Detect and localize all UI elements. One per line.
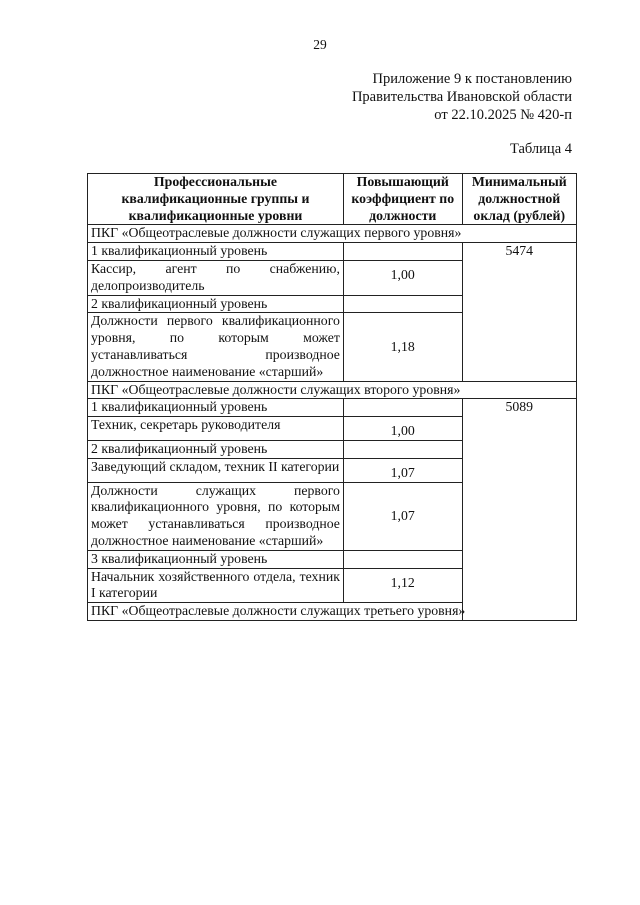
level-row	[88, 399, 577, 417]
position-text: Должности первого квалификационного уровня, по которым может устанавливаться производное должностное наименование «старший»	[88, 313, 344, 381]
appendix-line-1: Приложение 9 к постановлению	[372, 71, 572, 87]
position-text: Кассир, агент по снабжению, делопроизводитель	[88, 260, 344, 295]
header-coefficient: Повышающий коэффициент по должности	[343, 174, 462, 225]
position-coef: 1,18	[343, 313, 462, 381]
group-salary: 5089	[462, 399, 576, 621]
level-label: 1 квалификационный уровень	[88, 243, 344, 261]
level-label: 3 квалификационный уровень	[88, 550, 344, 568]
header-groups: Профессиональные квалификационные группы и квалификационные уровни	[88, 174, 344, 225]
position-coef: 1,00	[343, 417, 462, 441]
level-row	[88, 243, 577, 261]
page-number: 29	[313, 37, 327, 52]
level-label: 2 квалификационный уровень	[88, 295, 344, 313]
level-coef-empty	[343, 550, 462, 568]
group-row	[88, 225, 577, 243]
position-text: Заведующий складом, техник II категории	[88, 458, 344, 482]
group-row	[88, 381, 577, 399]
level-coef-empty	[343, 399, 462, 417]
position-coef: 1,00	[343, 260, 462, 295]
position-coef: 1,12	[343, 568, 462, 603]
group-title: ПКГ «Общеотраслевые должности служащих третьего уровня»	[88, 603, 577, 621]
level-label: 1 квалификационный уровень	[88, 399, 344, 417]
salary-table	[87, 173, 577, 621]
group-row	[88, 603, 577, 621]
appendix-header	[352, 70, 572, 124]
group-title: ПКГ «Общеотраслевые должности служащих первого уровня»	[88, 225, 577, 243]
level-coef-empty	[343, 295, 462, 313]
position-coef: 1,07	[343, 458, 462, 482]
group-title: ПКГ «Общеотраслевые должности служащих второго уровня»	[88, 381, 577, 399]
group-salary: 5474	[462, 243, 576, 381]
header-salary: Минимальный должностной оклад (рублей)	[462, 174, 576, 225]
level-coef-empty	[343, 440, 462, 458]
appendix-line-3: от 22.10.2025 № 420-п	[434, 107, 572, 123]
table-header-row	[88, 174, 577, 225]
position-text: Техник, секретарь руководителя	[88, 417, 344, 441]
level-coef-empty	[343, 243, 462, 261]
level-label: 2 квалификационный уровень	[88, 440, 344, 458]
position-text: Должности служащих первого квалификационного уровня, по которым может устанавливаться производное должностное наименование «старший»	[88, 482, 344, 550]
table-label: Таблица 4	[509, 141, 572, 157]
appendix-line-2: Правительства Ивановской области	[351, 89, 572, 105]
position-text: Начальник хозяйственного отдела, техник I категории	[88, 568, 344, 603]
position-coef: 1,07	[343, 482, 462, 550]
